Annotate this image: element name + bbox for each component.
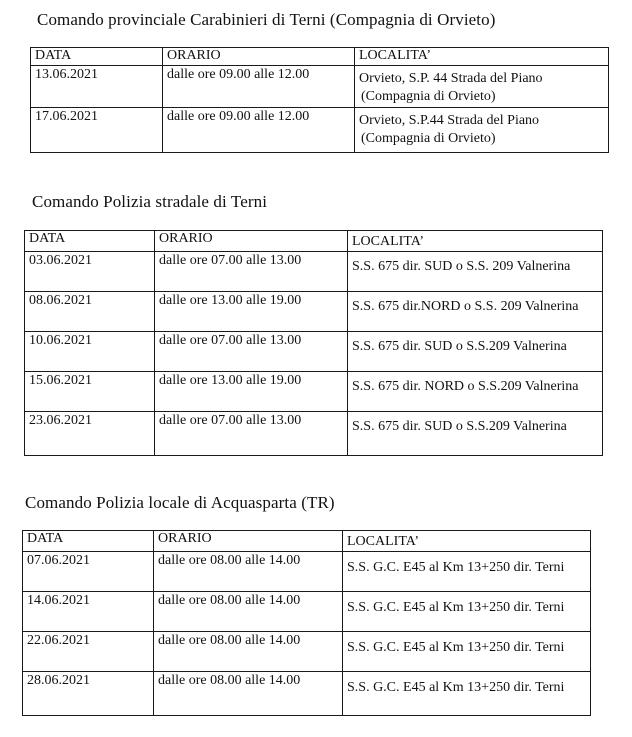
table-header-row xyxy=(23,531,591,552)
table-row xyxy=(23,672,591,716)
table-row xyxy=(25,332,603,372)
cell-location: S.S. G.C. E45 al Km 13+250 dir. Terni xyxy=(343,552,591,592)
cell-location-line1: Orvieto, S.P.44 Strada del Piano xyxy=(359,113,540,128)
cell-location: S.S. 675 dir. SUD o S.S. 209 Valnerina xyxy=(348,252,603,292)
table-row xyxy=(23,632,591,672)
cell-time: dalle ore 09.00 alle 12.00 xyxy=(163,108,355,153)
schedule-table-polizia-locale xyxy=(22,530,591,716)
cell-time: dalle ore 08.00 alle 14.00 xyxy=(154,552,343,592)
cell-location xyxy=(355,108,609,153)
header-time: ORARIO xyxy=(155,231,348,252)
cell-location: S.S. 675 dir. SUD o S.S.209 Valnerina xyxy=(348,412,603,456)
cell-time: dalle ore 13.00 alle 19.00 xyxy=(155,292,348,332)
header-date: DATA xyxy=(31,48,163,66)
table-header-row xyxy=(25,231,603,252)
cell-time: dalle ore 08.00 alle 14.00 xyxy=(154,632,343,672)
cell-time: dalle ore 07.00 alle 13.00 xyxy=(155,412,348,456)
cell-location-line2: (Compagnia di Orvieto) xyxy=(361,89,496,104)
cell-date: 08.06.2021 xyxy=(25,292,155,332)
header-location: LOCALITA’ xyxy=(343,531,591,552)
table-row xyxy=(23,592,591,632)
header-date: DATA xyxy=(25,231,155,252)
cell-date: 13.06.2021 xyxy=(31,66,163,108)
cell-location: S.S. G.C. E45 al Km 13+250 dir. Terni xyxy=(343,672,591,716)
cell-location xyxy=(355,66,609,108)
cell-location: S.S. 675 dir. NORD o S.S.209 Valnerina xyxy=(348,372,603,412)
cell-location-line2: (Compagnia di Orvieto) xyxy=(361,131,496,146)
table-row xyxy=(31,66,609,108)
cell-location: S.S. 675 dir. SUD o S.S.209 Valnerina xyxy=(348,332,603,372)
cell-time: dalle ore 08.00 alle 14.00 xyxy=(154,672,343,716)
cell-location: S.S. G.C. E45 al Km 13+250 dir. Terni xyxy=(343,592,591,632)
cell-date: 28.06.2021 xyxy=(23,672,154,716)
table-header-row xyxy=(31,48,609,66)
cell-time: dalle ore 09.00 alle 12.00 xyxy=(163,66,355,108)
cell-date: 15.06.2021 xyxy=(25,372,155,412)
cell-location: S.S. 675 dir.NORD o S.S. 209 Valnerina xyxy=(348,292,603,332)
cell-date: 17.06.2021 xyxy=(31,108,163,153)
header-time: ORARIO xyxy=(163,48,355,66)
cell-date: 14.06.2021 xyxy=(23,592,154,632)
table-row xyxy=(25,372,603,412)
header-date: DATA xyxy=(23,531,154,552)
table-row xyxy=(31,108,609,153)
cell-time: dalle ore 13.00 alle 19.00 xyxy=(155,372,348,412)
section-title-carabinieri: Comando provinciale Carabinieri di Terni (Compagnia di Orvieto) xyxy=(37,10,496,29)
cell-time: dalle ore 07.00 alle 13.00 xyxy=(155,332,348,372)
cell-date: 10.06.2021 xyxy=(25,332,155,372)
section-title-polizia-locale: Comando Polizia locale di Acquasparta (TR) xyxy=(25,493,335,512)
schedule-table-carabinieri xyxy=(30,47,609,153)
table-row xyxy=(23,552,591,592)
schedule-table-polizia-stradale xyxy=(24,230,603,456)
cell-time: dalle ore 07.00 alle 13.00 xyxy=(155,252,348,292)
cell-date: 23.06.2021 xyxy=(25,412,155,456)
cell-date: 22.06.2021 xyxy=(23,632,154,672)
header-time: ORARIO xyxy=(154,531,343,552)
cell-time: dalle ore 08.00 alle 14.00 xyxy=(154,592,343,632)
cell-location: S.S. G.C. E45 al Km 13+250 dir. Terni xyxy=(343,632,591,672)
header-location: LOCALITA’ xyxy=(348,231,603,252)
section-title-polizia-stradale: Comando Polizia stradale di Terni xyxy=(32,192,268,211)
table-row xyxy=(25,412,603,456)
table-row xyxy=(25,252,603,292)
cell-date: 03.06.2021 xyxy=(25,252,155,292)
header-location: LOCALITA’ xyxy=(355,48,609,66)
cell-location-line1: Orvieto, S.P. 44 Strada del Piano xyxy=(359,71,543,86)
table-row xyxy=(25,292,603,332)
cell-date: 07.06.2021 xyxy=(23,552,154,592)
